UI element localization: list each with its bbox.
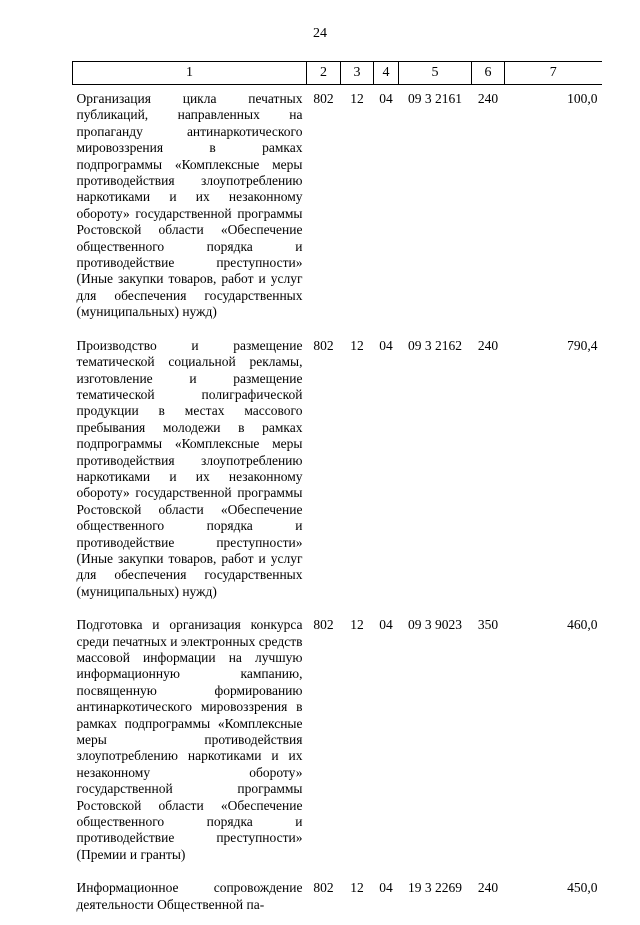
column-header: 1 [73,62,307,85]
section-code: 12 [350,880,364,896]
table-row [73,874,602,925]
budget-table [72,61,602,925]
row-description: Организация цикла печатных публикаций, направленных на пропаганду антинаркотического мировоззрения в рамках подпрограммы «Комплексные меры противодействия злоупотреблению наркотиками и их незаконному обороту» государственной программы Ростовской области «Обеспечение общественного порядка и противодействие преступности» (Иные закупки товаров, работ и услуг для обеспечения государственных (муниципальных) нужд) [76,91,303,320]
column-header: 2 [307,62,341,85]
expense-type-code: 240 [477,337,499,353]
expense-type-code: 240 [477,880,499,896]
expense-type-code: 350 [477,617,499,633]
target-article-code: 09 3 2162 [408,337,462,353]
table-row [73,611,602,874]
section-code: 12 [350,617,364,633]
subsection-code: 04 [379,337,393,353]
section-code: 12 [350,91,364,106]
subsection-code: 04 [379,880,393,896]
column-header: 6 [472,62,505,85]
amount: 460,0 [567,617,598,633]
amount: 100,0 [567,91,598,106]
column-header: 4 [374,62,399,85]
column-header: 3 [341,62,374,85]
ministry-code: 802 [313,880,334,896]
table-row [73,85,602,332]
section-code: 12 [350,337,364,353]
subsection-code: 04 [379,91,393,106]
table-header-row [73,62,602,85]
column-header: 7 [505,62,602,85]
table-row [73,332,602,612]
target-article-code: 09 3 9023 [408,617,462,633]
ministry-code: 802 [313,617,334,633]
row-description: Производство и размещение тематической социальной рекламы, изготовление и размещение тематической полиграфической продукции в местах массового пребывания молодежи в рамках подпрограммы «Комплексные меры противодействия злоупотреблению наркотиками и их незаконному обороту» государственной программы Ростовской области «Обеспечение общественного порядка и противодействие преступности» (Иные закупки товаров, работ и услуг для обеспечения государственных (муниципальных) нужд) [76,337,303,599]
row-description: Информационное сопровождение деятельности Общественной па- [76,880,303,912]
subsection-code: 04 [379,617,393,633]
expense-type-code: 240 [477,91,499,106]
amount: 790,4 [567,337,598,353]
row-description: Подготовка и организация конкурса среди печатных и электронных средств массовой информации на лучшую информационную кампанию, посвященную формированию антинаркотического мировоззрения в рамках подпрограммы «Комплексные меры противодействия злоупотреблению наркотиками и их незаконному обороту» государственной программы Ростовской области «Обеспечение общественного порядка и противодействие преступности» (Премии и гранты) [76,617,303,862]
column-header: 5 [399,62,472,85]
target-article-code: 09 3 2161 [408,91,462,106]
ministry-code: 802 [313,337,334,353]
page-number: 24 [313,26,327,41]
amount: 450,0 [567,880,598,896]
ministry-code: 802 [313,91,334,106]
target-article-code: 19 3 2269 [408,880,462,896]
